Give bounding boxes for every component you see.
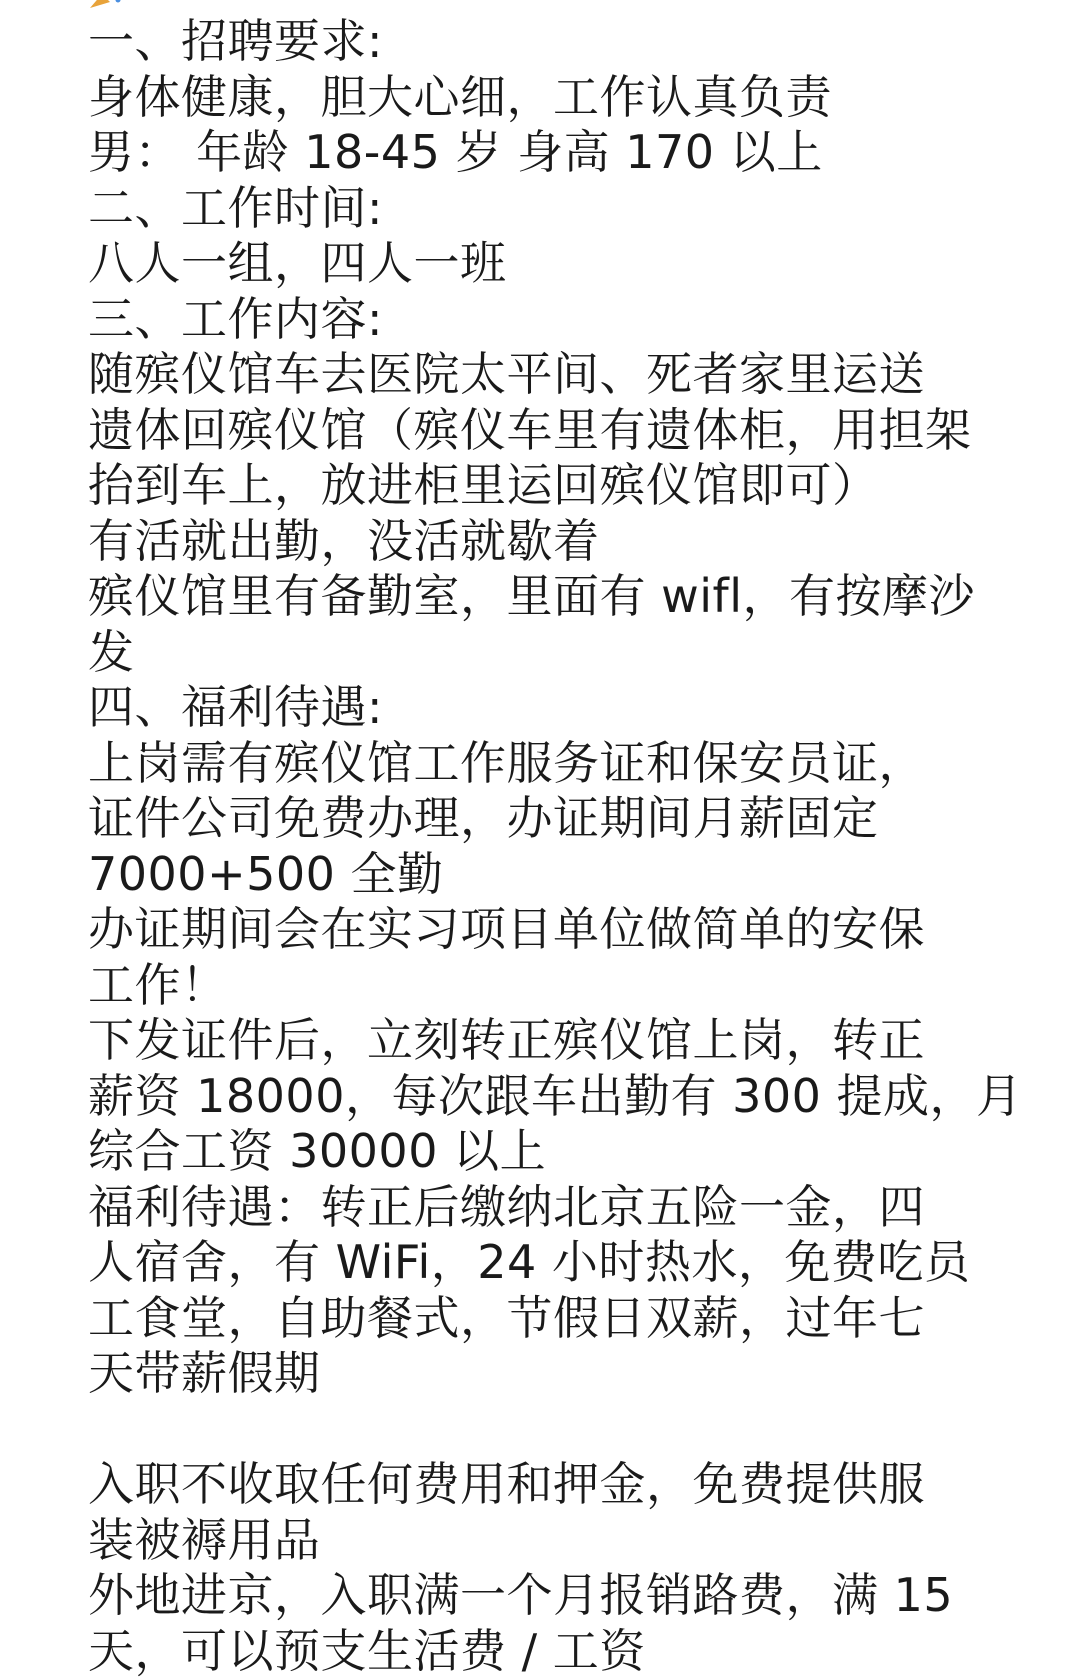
text-line: 办证期间会在实习项目单位做简单的安保 <box>88 902 1048 958</box>
text-line: 证件公司免费办理，办证期间月薪固定 <box>88 791 1048 847</box>
section-heading-benefits: 四、福利待遇: <box>88 680 1048 736</box>
text-line: 下发证件后，立刻转正殡仪馆上岗，转正 <box>88 1013 1048 1069</box>
text-line: 天，可以预支生活费 / 工资 <box>88 1624 1048 1679</box>
text-line: 工作！ <box>88 958 1048 1014</box>
text-line: 有活就出勤，没活就歇着 <box>88 514 1048 570</box>
text-line: 男： 年龄 18-45 岁 身高 170 以上 <box>88 125 1048 181</box>
text-line: 入职不收取任何费用和押金，免费提供服 <box>88 1457 1048 1513</box>
text-line: 遗体回殡仪馆（殡仪车里有遗体柜，用担架 <box>88 403 1048 459</box>
text-line: 发 <box>88 625 1048 681</box>
text-line: 福利待遇：转正后缴纳北京五险一金，四 <box>88 1180 1048 1236</box>
party-popper-icon <box>88 0 128 8</box>
text-line: 7000+500 全勤 <box>88 847 1048 903</box>
text-line: 殡仪馆里有备勤室，里面有 wifl，有按摩沙 <box>88 569 1048 625</box>
text-line: 装被褥用品 <box>88 1513 1048 1569</box>
text-line: 薪资 18000，每次跟车出勤有 300 提成，月 <box>88 1069 1048 1125</box>
text-line: 抬到车上，放进柜里运回殡仪馆即可） <box>88 458 1048 514</box>
section-heading-requirements: 一、招聘要求: <box>88 14 1048 70</box>
text-line: 外地进京，入职满一个月报销路费，满 15 <box>88 1568 1048 1624</box>
text-line: 工食堂，自助餐式，节假日双薪，过年七 <box>88 1291 1048 1347</box>
section-heading-work-content: 三、工作内容: <box>88 292 1048 348</box>
section-heading-work-time: 二、工作时间: <box>88 181 1048 237</box>
text-line: 随殡仪馆车去医院太平间、死者家里运送 <box>88 347 1048 403</box>
text-line: 上岗需有殡仪馆工作服务证和保安员证， <box>88 736 1048 792</box>
text-line: 八人一组，四人一班 <box>88 236 1048 292</box>
text-line: 身体健康，胆大心细，工作认真负责 <box>88 70 1048 126</box>
text-line: 综合工资 30000 以上 <box>88 1124 1048 1180</box>
blank-line <box>88 1402 1048 1458</box>
post-body <box>88 14 1048 1679</box>
text-line: 天带薪假期 <box>88 1346 1048 1402</box>
text-line: 人宿舍，有 WiFi，24 小时热水，免费吃员 <box>88 1235 1048 1291</box>
